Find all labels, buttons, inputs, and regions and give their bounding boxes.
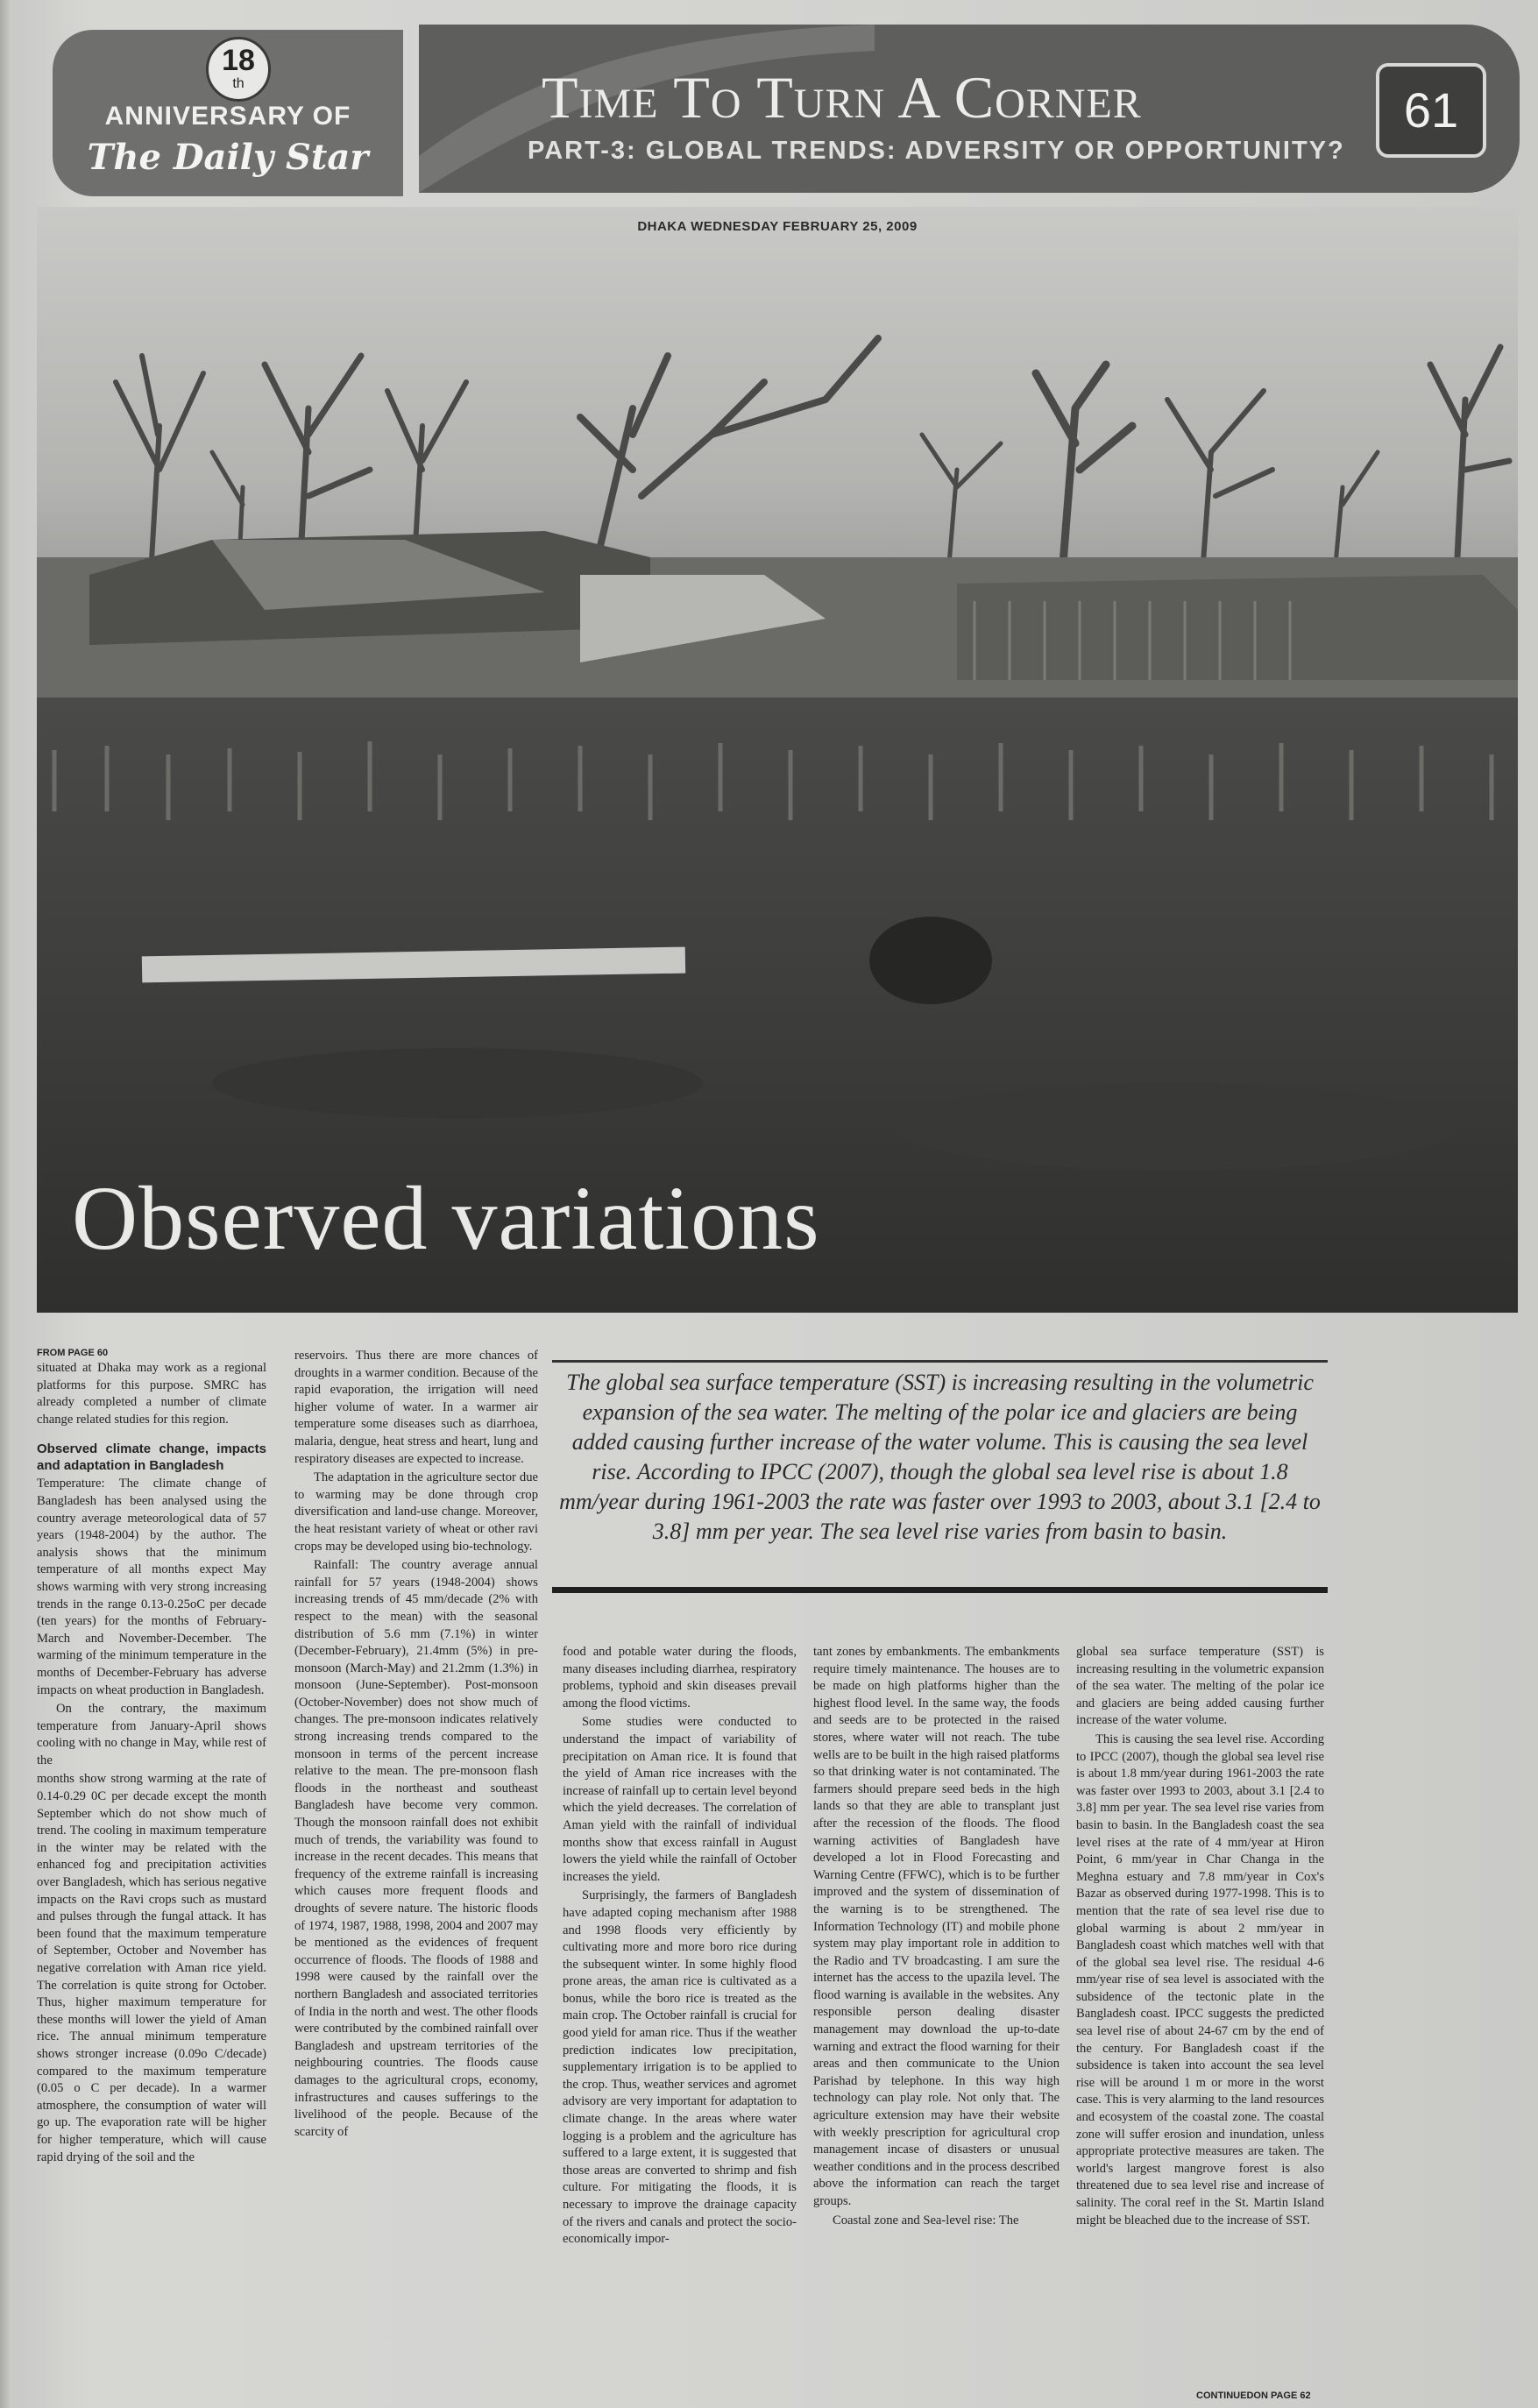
anniversary-text: ANNIVERSARY OF [104,102,351,131]
article-paragraph: Temperature: The climate change of Bangladesh has been analysed using the country average meteorological data of 57 years (1948-2004) by the author. The analysis shows that the minimum temperature of all months expect May shows warming with very strong increasing trends in the range 0.13-0.25oC per decade (ten years) for the months of February-March and November-December. The warming of the minimum temperature in the months of December-February has adverse impacts on wheat production in Bangladesh. [37,1477,266,1697]
pull-quote-top-rule [552,1360,1328,1363]
dateline: DHAKA WEDNESDAY FEBRUARY 25, 2009 [637,219,918,234]
article-column-5 [1076,1644,1324,2231]
pull-quote-text: The global sea surface temperature (SST) is increasing resulting in the volumetric expansion of the sea water. The melting of the polar ice and glaciers are being added causing further increase of the water volume. This is causing the sea level rise. According to IPCC (2007), though the global sea level rise is about 1.8 mm/year during 1961-2003 the rate was faster over 1993 to 2003, about 3.1 [2.4 to 3.8] mm per year. The sea level rise varies from basin to basin. [559,1370,1321,1544]
article-paragraph: situated at Dhaka may work as a regional platforms for this purpose. SMRC has already completed a number of climate change related studies for this region. [37,1361,266,1427]
article-column-2 [294,1348,538,2142]
anniversary-number: 18 [222,44,255,77]
jump-from-label: FROM PAGE 60 [37,1348,109,1358]
jump-continued-label: CONTINUEDON PAGE 62 [1196,2390,1311,2401]
photo-credit: SYED ZAKIR HOSSAIN [1506,1183,1515,1278]
anniversary-suffix: th [232,76,245,91]
article-paragraph: This is causing the sea level rise. According to IPCC (2007), though the global sea level rise is about 1.8 mm/year during 1961-2003 the rate was faster over 1993 to 2003, about 3.1 [2.4 to 3.8] mm per year. The sea level rise varies from basin to basin. In the Bangladesh coast the sea level rises at the rate of 4 mm/year at Hiron Point, 6 mm/year in Char Changa in the Meghna estuary and 7.8 mm/year in Cox's Bazar as observed during 1977-1998. This is to mention that the rate of sea level rise due to global warming is about 2 mm/year in Bangladesh coast which matches well with that of the global sea level rise. The residual 4-6 mm/year rise of sea level is associated with the subsidence of the tectonic plate in the Bangladesh coast. IPCC suggests the predicted sea level rise of about 24-67 cm by the end of the century. For Bangladesh coast if the subsidence is taken into account the sea level rise will be around 1 m or more in the worst case. This is very alarming to the land resources and ecosystem of the coastal zone. The coastal zone will suffer erosion and inundation, unless appropriate protective measures are taken. The world's largest mangrove forest is also threatened due to sea level rise and increase of salinity. The coral reef in the St. Martin Island might be bleached due to the increase of SST. [1076,1732,1324,2227]
article-paragraph: tant zones by embankments. The embankments require timely maintenance. The houses are to be made on high platforms higher than the highest flood level. In the same way, the foods and seeds are to be protected in the raised stores, where water will not reach. The tube wells are to be built in the high raised platforms so that drinking water is not contaminated. The farmers should prepare seed beds in the high lands so that they are able to transplant just after the recession of the floods. The flood warning activities of Bangladesh have developed a lot in Flood Forecasting and Warning Centre (FFWC), which is to be further improved and the system of dissemination of the warning is to be strengthened. The Information Technology (IT) and mobile phone system may play important role in addition to the Radio and TV broadcasting. I am sure the internet has the access to the upazila level. The flood warning is available in the websites. Any responsible person dealing disaster management may download the up-to-date warning and extract the flood warning for their areas and then communicate to the Union Parishad by telephone. In this way high technology can play role. Not only that. The agriculture extension may have their website with weekly prescription for agricultural crop management incase of disasters or unusual weather conditions and in the process described above the information can reach the target groups. [813,1645,1060,2208]
article-paragraph: Rainfall: The country average annual rainfall for 57 years (1948-2004) shows increasing trends of 45 mm/decade (2% with respect to the mean) with the seasonal distribution of 5.6 mm (7.1%) in winter (December-February), 21.4mm (5%) in pre-monsoon (March-May) and 21.2mm (1.3%) in monsoon (June-September). Post-monsoon (October-November) does not show much of changes. The pre-monsoon indicates relatively strong increasing trends compared to the monsoon in terms of the percent increase relative to the mean. The pre-monsoon flash floods in the northeast and southeast Bangladesh have become very common. Though the monsoon rainfall does not exhibit much of trends, the variability was found to increase in the recent decades. This means that frequency of the extreme rainfall is increasing which causes more frequent floods and droughts of severe nature. The historic floods of 1974, 1987, 1988, 1998, 2004 and 2007 may be mentioned as the evidences of frequent occurrence of floods. The floods of 1988 and 1998 were caused by the rainfall over the northern Bangladesh and associated territories of India in the north and west. The other floods were contributed by the combined rainfall over Bangladesh and upstream territories of the neighbouring countries. The floods cause damages to the agricultural crops, economy, infrastructures and causes sufferings to the livelihood of the people. Because of the scarcity of [294,1558,538,2139]
pull-quote-bottom-rule [552,1587,1328,1593]
article-paragraph: On the contrary, the maximum temperature from January-April shows cooling with no change in May, while rest of the [37,1702,266,1767]
article-paragraph: months show strong warming at the rate of 0.14-0.29 0C per decade except the month September which do not show much of trend. The cooling in maximum temperature in the winter may be related with the enhanced fog and precipitation activities over Bangladesh, which has serious negative impacts on the Ravi crops such as mustard and pulses through the fungal attack. It has been found that the maximum temperature of September, October and November has negative correlation with Aman rice yield. The correlation is quite strong for October. Thus, higher maximum temperature for these months will lower the yield of Aman rice. The annual minimum temperature shows stronger increase (0.09o C/decade) compared to the maximum temperature (0.05 o C per decade). In a warmer atmosphere, the consumption of water will go up. The evaporation rate will be higher for higher temperature, which will cause rapid drying of the soil and the [37,1772,266,2164]
photo-headline: Observed variations [72,1168,820,1269]
article-column-4 [813,1644,1060,2231]
section-title-band [419,25,1520,193]
page-edge-shadow [0,0,12,2408]
article-paragraph: global sea surface temperature (SST) is increasing resulting in the volumetric expansion of the sea water. The melting of the polar ice and glaciers are being added causing further increase of the water volume. [1076,1645,1324,1728]
cyclone-devastation-photo [37,207,1518,1313]
section-title: Time To Turn A Corner [542,64,1142,131]
article-subheading: Observed climate change, impacts and adaptation in Bangladesh [37,1441,266,1474]
anniversary-badge [53,30,403,196]
article-paragraph: The adaptation in the agriculture sector due to warming may be done through crop diversification and land-use change. Moreover, the heat resistant variety of wheat or other ravi crops may be developed using bio-technology. [294,1470,538,1554]
masthead-logo: The Daily Star [87,137,369,178]
article-paragraph: reservoirs. Thus there are more chances of droughts in a warmer condition. Because of the rapid evaporation, the irrigation will need higher volume of water. In a warmer air temperature some diseases such as diarrhoea, malaria, dengue, heat stress and heart, lung and respiratory diseases are expected to increase. [294,1349,538,1466]
article-column-3 [563,1644,797,2250]
article-column-1 [37,1360,266,2168]
section-subtitle: PART-3: GLOBAL TRENDS: ADVERSITY OR OPPORTUNITY? [528,137,1345,165]
article-paragraph: Coastal zone and Sea-level rise: The [833,2213,1019,2227]
article-paragraph: Some studies were conducted to understand the impact of variability of precipitation on Aman rice. It is found that the yield of Aman rice increases with the increase of rainfall up to certain level beyond which the yield decreases. The correlation of Aman yield with the rainfall of individual months show that excess rainfall in August lowers the yield while the rainfall of October increases the yield. [563,1715,797,1884]
pull-quote [552,1360,1328,1593]
anniversary-number-circle [206,37,271,102]
article-paragraph: food and potable water during the floods, many diseases including diarrhea, respiratory problems, typhoid and skin diseases prevail among the flood victims. [563,1645,797,1710]
page-number: 61 [1376,63,1486,158]
article-paragraph: Surprisingly, the farmers of Bangladesh have adapted coping mechanism after 1988 and 1998 floods very efficiently by cultivating more and more boro rice during the subsequent winter. In some highly flood prone areas, the aman rice is cultivated as a bonus, while the boro rice is treated as the main crop. The October rainfall is crucial for good yield for aman rice. Thus if the weather prediction indicates low precipitation, supplementary irrigation is to be applied to the crop. Thus, weather services and agromet advisory are very important for adaptation to climate change. In the areas where water logging is a problem and the agriculture has suffered to a large extent, it is suggested that those areas are converted to shrimp and fish culture. For mitigating the floods, it is necessary to improve the drainage capacity of the rivers and canals and protect the socio-economically impor- [563,1888,797,2247]
lead-photo [37,207,1518,1313]
